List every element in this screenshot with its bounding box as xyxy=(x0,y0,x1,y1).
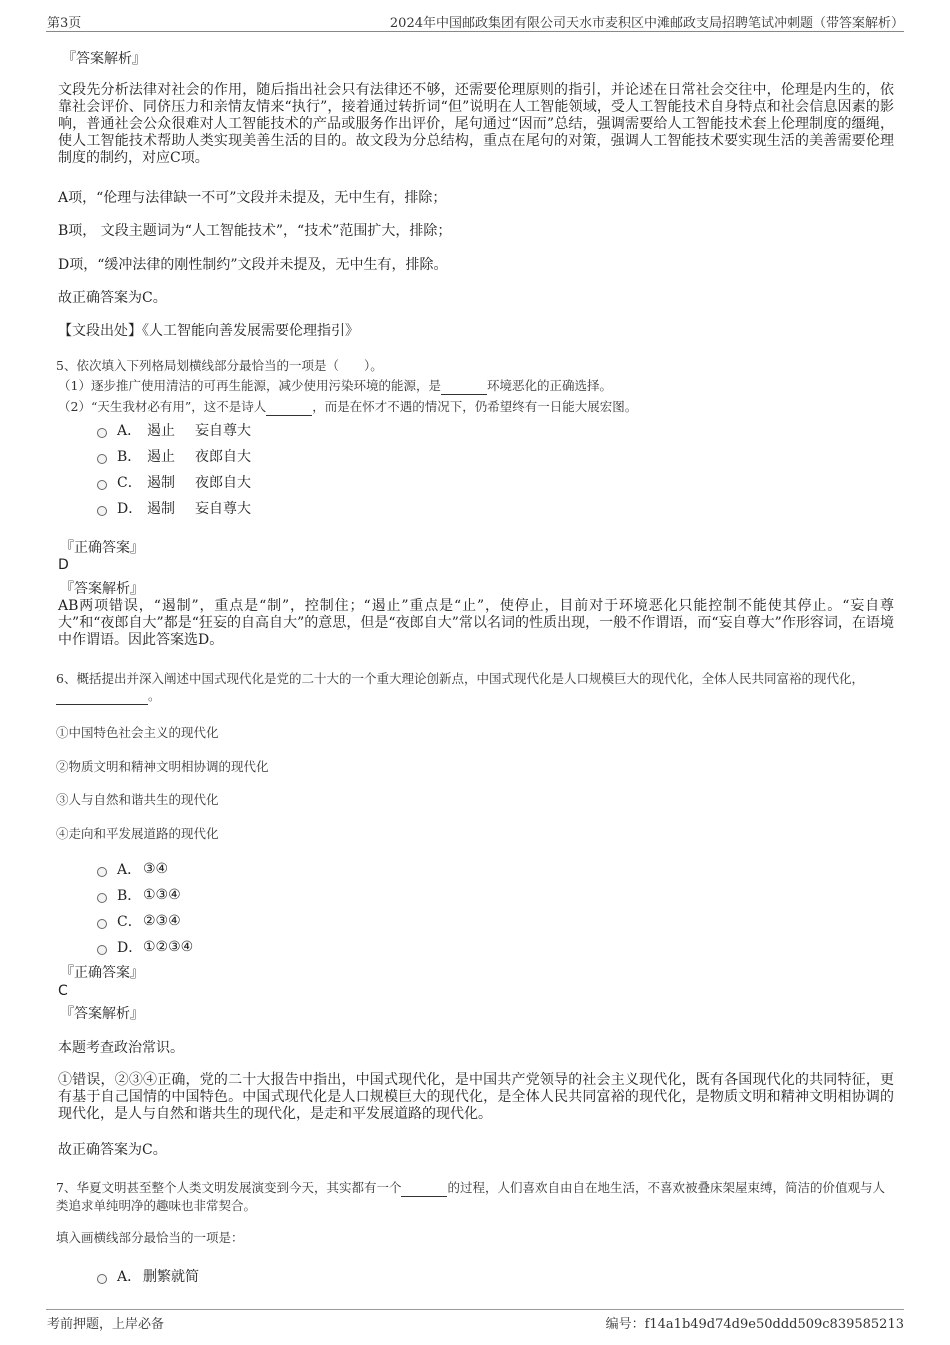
radio-icon[interactable] xyxy=(97,945,107,955)
footer-divider xyxy=(46,1309,904,1310)
passage-source: 【文段出处】《人工智能向善发展需要伦理指引》 xyxy=(58,323,359,339)
q6-item-3: ③人与自然和谐共生的现代化 xyxy=(56,792,219,807)
q5-stem: 5、依次填入下列格局划横线部分最恰当的一项是（ ）。 xyxy=(56,358,383,373)
q5-s2-post: ，而是在怀才不遇的情况下，仍希望终有一日能大展宏图。 xyxy=(312,399,638,414)
document-code: 编号：f14a1b49d74d9e50ddd509c839585213 xyxy=(605,1317,904,1332)
q6-item-2: ②物质文明和精神文明相协调的现代化 xyxy=(56,759,269,774)
q7-option-a[interactable]: A． 删繁就简 xyxy=(97,1266,199,1286)
q5-option-c[interactable]: C． 遏制 夜郎自大 xyxy=(97,472,251,492)
q6-analysis-label: 『答案解析』 xyxy=(60,1006,144,1022)
analysis-label: 『答案解析』 xyxy=(62,51,146,67)
radio-icon[interactable] xyxy=(97,428,107,438)
q7-blank xyxy=(401,1179,447,1197)
q5-s2-pre: （2）“天生我材必有用”，这不是诗人 xyxy=(58,399,267,414)
header-divider xyxy=(46,31,904,32)
q6-item-4: ④走向和平发展道路的现代化 xyxy=(56,826,219,841)
radio-icon[interactable] xyxy=(97,506,107,516)
q5-analysis: AB两项错误，“遏制”，重点是“制”，控制住；“遏止”重点是“止”，使停止，目前对于环境恶化只能控制不能使其停止。“妄自尊大”和“夜郎自大”都是“狂妄的自高自大”的意思，但是“夜郎自大”常以名词的性质出现，一般不作谓语，而“妄自尊大”作形容词，在语境中作谓语。因此答案选D。 xyxy=(58,598,894,648)
q6-stem: 6、概括提出并深入阐述中国式现代化是党的二十大的一个重大理论创新点，中国式现代化是人口规模巨大的现代化，全体人民共同富裕的现代化， 。 xyxy=(56,671,864,703)
document-title: 2024年中国邮政集团有限公司天水市麦积区中滩邮政支局招聘笔试冲刺题（带答案解析） xyxy=(389,16,904,31)
q6-option-a[interactable]: A． ③④ xyxy=(97,859,168,879)
q6-analysis: ①错误，②③④正确，党的二十大报告中指出，中国式现代化，是中国共产党领导的社会主义现代化，既有各国现代化的共同特征，更有基于自己国情的中国特色。中国式现代化是人口规模巨大的现代化，是全体人民共同富裕的现代化，是物质文明和精神文明相协调的现代化，是人与自然和谐共生的现代化，是走和平发展道路的现代化。 xyxy=(58,1072,894,1122)
q6-answer: C xyxy=(58,983,68,999)
q5-s1-pre: （1）逐步推广使用清洁的可再生能源，减少使用污染环境的能源，是 xyxy=(58,378,441,393)
q5-blank-2 xyxy=(266,398,312,416)
radio-icon[interactable] xyxy=(97,919,107,929)
q5-answer: D xyxy=(58,557,69,573)
q6-option-d[interactable]: D． ①②③④ xyxy=(97,937,193,957)
q7-stem: 7、华夏文明甚至整个人类文明发展演变到今天，其实都有一个 的过程，人们喜欢自由自在地生活，不喜欢被叠床架屋束缚，简洁的价值观与人类追求单纯明净的趣味也非常契合。 xyxy=(56,1180,885,1213)
q7-instruction: 填入画横线部分最恰当的一项是： xyxy=(56,1230,244,1245)
q6-intro: 本题考查政治常识。 xyxy=(58,1040,184,1056)
q5-option-b[interactable]: B． 遏止 夜郎自大 xyxy=(97,446,251,466)
analysis-paragraph: 文段先分析法律对社会的作用，随后指出社会只有法律还不够，还需要伦理原则的指引，并论述在日常社会交往中，伦理是内生的，依靠社会评价、同侪压力和亲情友情来“执行”，接着通过转折词“但”说明在人工智能领域，受人工智能技术自身特点和社会信息因素的影响，普通社会公众很难对人工智能技术的产品或服务作出评价，尾句通过“因而”总结，强调需要给人工智能技术套上伦理制度的缰绳，使人工智能技术帮助人类实现美善生活的目的。故文段为分总结构，重点在尾句的对策，强调人工智能技术要实现生活的美善需要伦理制度的制约，对应C项。 xyxy=(58,82,894,166)
q5-option-d[interactable]: D． 遏制 妄自尊大 xyxy=(97,498,251,518)
analysis-option-d: D项，“缓冲法律的刚性制约”文段并未提及，无中生有，排除。 xyxy=(58,257,448,273)
q5-s1-post: 环境恶化的正确选择。 xyxy=(486,378,612,393)
analysis-conclusion: 故正确答案为C。 xyxy=(58,290,167,306)
radio-icon[interactable] xyxy=(97,893,107,903)
analysis-option-a: A项，“伦理与法律缺一不可”文段并未提及，无中生有，排除； xyxy=(58,190,447,206)
q5-correct-label: 『正确答案』 xyxy=(60,540,144,556)
radio-icon[interactable] xyxy=(97,1274,107,1284)
q6-conclusion: 故正确答案为C。 xyxy=(58,1142,167,1158)
radio-icon[interactable] xyxy=(97,867,107,877)
q5-blank-1 xyxy=(441,377,487,395)
q5-analysis-label: 『答案解析』 xyxy=(60,581,144,597)
q5-option-a[interactable]: A． 遏止 妄自尊大 xyxy=(97,420,251,440)
q6-blank xyxy=(56,687,148,705)
radio-icon[interactable] xyxy=(97,454,107,464)
q6-option-b[interactable]: B． ①③④ xyxy=(97,885,181,905)
q6-option-c[interactable]: C． ②③④ xyxy=(97,911,181,931)
q5-sentence-2 xyxy=(58,398,637,416)
analysis-option-b: B项， 文段主题词为“人工智能技术”，“技术”范围扩大，排除； xyxy=(58,223,452,239)
footer-slogan: 考前押题，上岸必备 xyxy=(47,1317,165,1332)
q6-item-1: ①中国特色社会主义的现代化 xyxy=(56,725,219,740)
q5-sentence-1 xyxy=(58,377,612,395)
page-number: 第3页 xyxy=(47,16,82,31)
radio-icon[interactable] xyxy=(97,480,107,490)
q6-correct-label: 『正确答案』 xyxy=(60,965,144,981)
